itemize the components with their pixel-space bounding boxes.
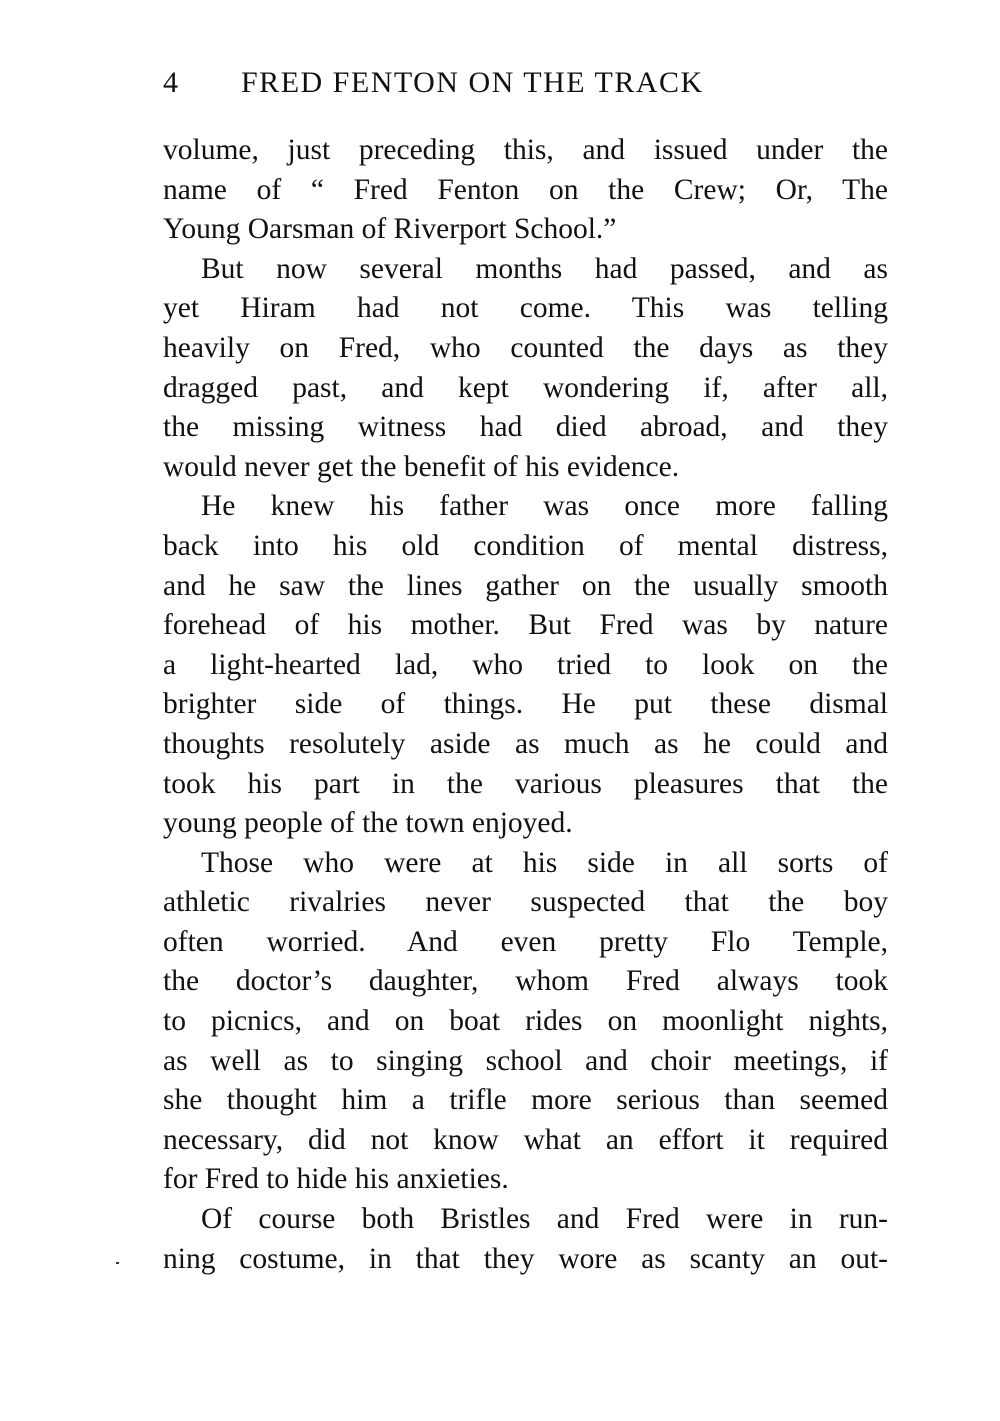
paragraph-first-line: He knew his father was once more falling	[201, 490, 888, 523]
paragraph-first-line: Of course both Bristles and Fred were in run-	[201, 1203, 888, 1236]
text-line: necessary, did not know what an effort it required	[163, 1123, 888, 1156]
text-line: yet Hiram had not come. This was telling	[163, 292, 888, 325]
text-line: often worried. And even pretty Flo Temple,	[163, 925, 888, 958]
text-line: ning costume, in that they wore as scanty an out-	[163, 1242, 888, 1275]
text-line: dragged past, and kept wondering if, after all,	[163, 371, 888, 404]
text-line: the doctor’s daughter, whom Fred always took	[163, 965, 888, 998]
text-line: back into his old condition of mental distress,	[163, 529, 888, 562]
running-header	[163, 66, 823, 106]
text-line: name of “ Fred Fenton on the Crew; Or, The	[163, 173, 888, 206]
text-line: a light-hearted lad, who tried to look on the	[163, 648, 888, 681]
text-line: she thought him a trifle more serious than seemed	[163, 1084, 888, 1117]
text-line: to picnics, and on boat rides on moonlight nights,	[163, 1005, 888, 1038]
text-line: and he saw the lines gather on the usually smooth	[163, 569, 888, 602]
text-line: heavily on Fred, who counted the days as they	[163, 331, 888, 364]
text-line: as well as to singing school and choir meetings, if	[163, 1044, 888, 1077]
running-title: FRED FENTON ON THE TRACK	[241, 66, 704, 99]
text-line: took his part in the various pleasures that the	[163, 767, 888, 800]
margin-speck	[116, 1262, 119, 1264]
text-line: Young Oarsman of Riverport School.”	[163, 213, 617, 246]
page-number: 4	[163, 66, 180, 99]
body-text	[163, 131, 888, 1279]
text-line: for Fred to hide his anxieties.	[163, 1163, 509, 1196]
paragraph-first-line: But now several months had passed, and as	[201, 252, 888, 285]
text-line: athletic rivalries never suspected that the boy	[163, 886, 888, 919]
text-line: thoughts resolutely aside as much as he could and	[163, 727, 888, 760]
text-line: the missing witness had died abroad, and they	[163, 411, 888, 444]
text-line: young people of the town enjoyed.	[163, 807, 573, 840]
text-line: volume, just preceding this, and issued under the	[163, 134, 888, 166]
text-line: forehead of his mother. But Fred was by nature	[163, 609, 888, 642]
text-line: brighter side of things. He put these dismal	[163, 688, 888, 721]
paragraph-first-line: Those who were at his side in all sorts of	[201, 846, 888, 879]
text-line: would never get the benefit of his evidence.	[163, 450, 680, 483]
